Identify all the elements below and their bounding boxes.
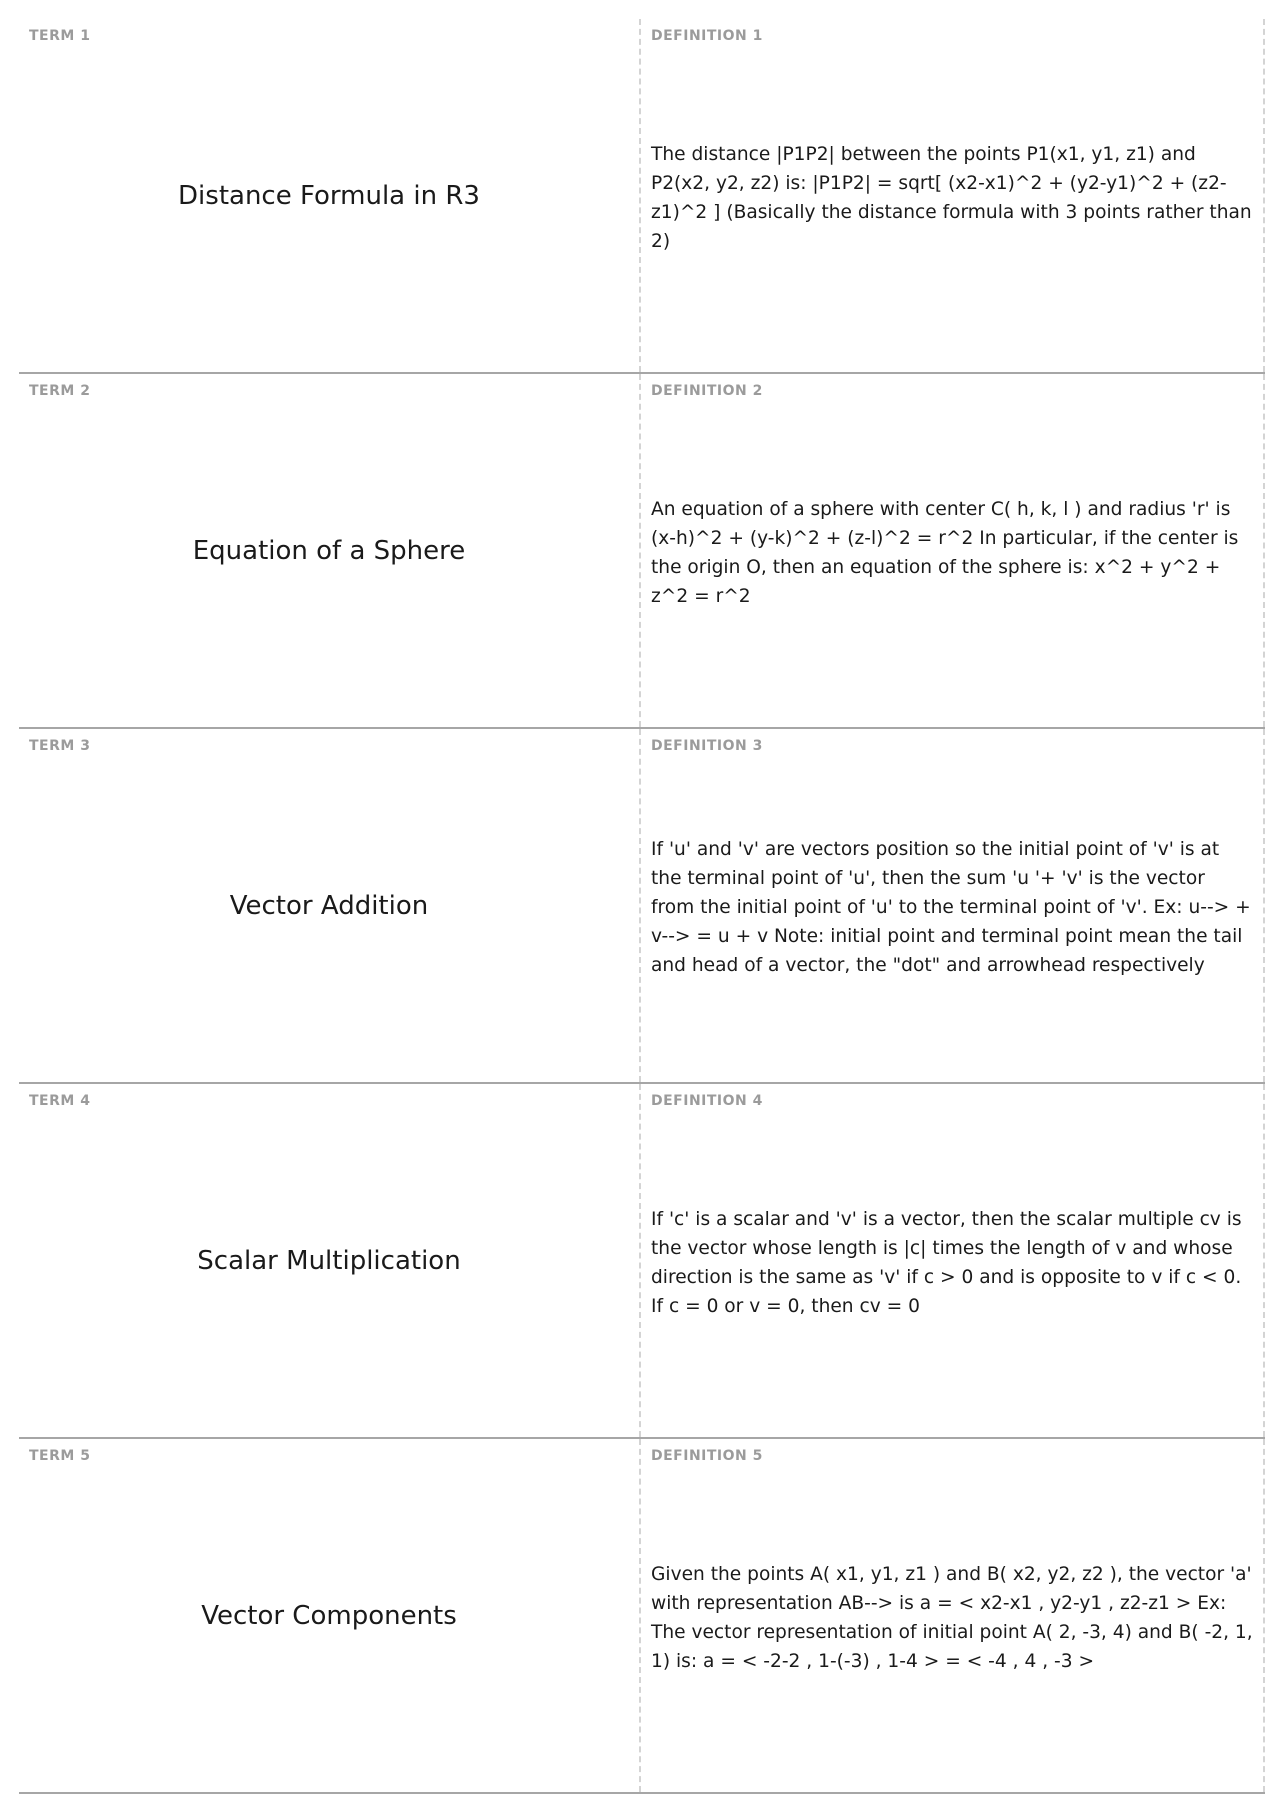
- term-text: Distance Formula in R3: [178, 180, 480, 211]
- definition-label: DEFINITION 4: [651, 1093, 763, 1109]
- definition-cell: [641, 729, 1265, 1082]
- definition-label: DEFINITION 2: [651, 383, 763, 399]
- term-cell: [19, 1084, 641, 1437]
- definition-text-wrap: [651, 1439, 1253, 1792]
- card-row-2: [19, 374, 1265, 729]
- definition-text: If 'u' and 'v' are vectors position so the initial point of 'v' is at the terminal point of 'u', then the sum 'u '+ 'v' is the vector from the initial point of 'u' to the terminal point of 'v'. Ex: u--> + v--> = u + v Note: initial point and terminal point mean the tail and head of a vector, the "dot" and arrowhead respectively: [651, 839, 1251, 976]
- term-text: Vector Addition: [229, 890, 429, 921]
- term-label: TERM 3: [29, 738, 91, 754]
- definition-text: If 'c' is a scalar and 'v' is a vector, then the scalar multiple cv is the vector whose length is |c| times the length of v and whose direction is the same as 'v' if c > 0 and is opposite to v if c < 0. If c = 0 or v = 0, then cv = 0: [651, 1208, 1242, 1317]
- definition-cell: [641, 1439, 1265, 1792]
- definition-cell: [641, 374, 1265, 727]
- flashcard-sheet: [19, 19, 1265, 1794]
- card-row-1: [19, 19, 1265, 374]
- definition-text: The distance |P1P2| between the points P1(x1, y1, z1) and P2(x2, y2, z2) is: |P1P2| = sqrt[ (x2-x1)^2 + (y2-y1)^2 + (z2-z1)^2 ] (Basically the distance formula with 3 points rather than 2): [651, 143, 1252, 252]
- term-text: Equation of a Sphere: [192, 535, 466, 566]
- definition-text-wrap: [651, 1084, 1253, 1437]
- definition-text-wrap: [651, 729, 1253, 1082]
- term-cell: [19, 374, 641, 727]
- definition-text: An equation of a sphere with center C( h, k, l ) and radius 'r' is (x-h)^2 + (y-k)^2 + (z-l)^2 = r^2 In particular, if the center is the origin O, then an equation of the sphere is: x^2 + y^2 + z^2 = r^2: [651, 498, 1239, 607]
- term-label: TERM 1: [29, 28, 91, 44]
- definition-label: DEFINITION 1: [651, 28, 763, 44]
- term-label: TERM 4: [29, 1093, 91, 1109]
- term-text: Scalar Multiplication: [197, 1245, 461, 1276]
- definition-text-wrap: [651, 374, 1253, 727]
- term-text: Vector Components: [201, 1600, 457, 1631]
- term-cell: [19, 19, 641, 372]
- definition-text-wrap: [651, 19, 1253, 372]
- term-cell: [19, 1439, 641, 1792]
- card-row-3: [19, 729, 1265, 1084]
- card-row-4: [19, 1084, 1265, 1439]
- definition-label: DEFINITION 5: [651, 1448, 763, 1464]
- definition-text: Given the points A( x1, y1, z1 ) and B( x2, y2, z2 ), the vector 'a' with representation AB--> is a = < x2-x1 , y2-y1 , z2-z1 > Ex: The vector representation of initial point A( 2, -3, 4) and B( -2, 1, 1) is: a = < -2-2 , 1-(-3) , 1-4 > = < -4 , 4 , -3 >: [651, 1563, 1253, 1672]
- definition-cell: [641, 19, 1265, 372]
- definition-label: DEFINITION 3: [651, 738, 763, 754]
- card-row-5: [19, 1439, 1265, 1794]
- term-label: TERM 5: [29, 1448, 91, 1464]
- term-label: TERM 2: [29, 383, 91, 399]
- term-cell: [19, 729, 641, 1082]
- definition-cell: [641, 1084, 1265, 1437]
